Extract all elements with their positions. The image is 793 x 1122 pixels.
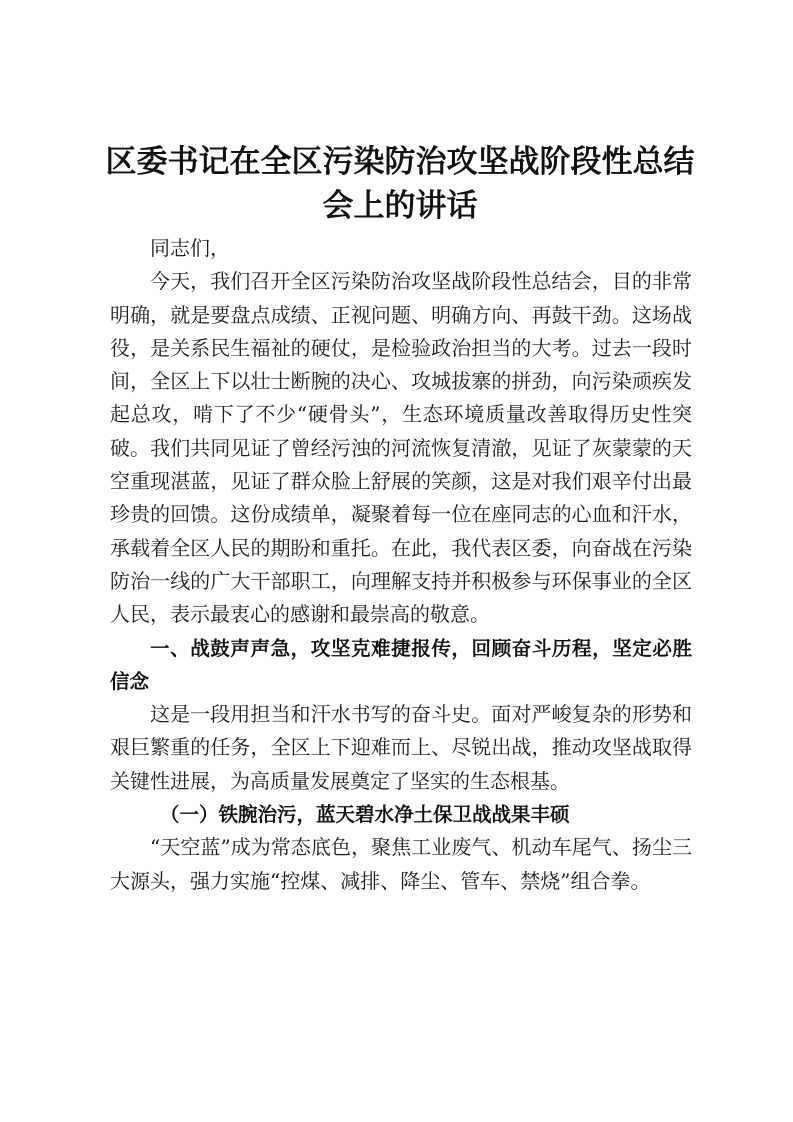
paragraph-section-1: 这是一段用担当和汗水书写的奋斗史。面对严峻复杂的形势和艰巨繁重的任务，全区上下迎难而上、尽锐出战，推动攻坚战取得关键性进展，为高质量发展奠定了坚实的生态根基。: [110, 702, 692, 793]
document-body: [110, 232, 692, 898]
subsection-heading-1-1: （一）铁腕治污，蓝天碧水净土保卫战战果丰硕: [160, 803, 570, 827]
greeting: 同志们，: [150, 236, 230, 260]
document-title: 区委书记在全区污染防治攻坚战阶段性总结会上的讲话: [105, 144, 695, 224]
paragraph-opening: 今天，我们召开全区污染防治攻坚战阶段性总结会，目的非常明确，就是要盘点成绩、正视问题、明确方向、再鼓干劲。这场战役，是关系民生福祉的硬仗，是检验政治担当的大考。过去一段时间，全区上下以壮士断腕的决心、攻城拔寨的拼劲，向污染顽疾发起总攻，啃下了不少“硬骨头”，生态环境质量改善取得历史性突破。我们共同见证了曾经污浊的河流恢复清澈，见证了灰蒙蒙的天空重现湛蓝，见证了群众脸上舒展的笑颜，这是对我们艰辛付出最珍贵的回馈。这份成绩单，凝聚着每一位在座同志的心血和汗水，承载着全区人民的期盼和重托。在此，我代表区委，向奋战在污染防治一线的广大干部职工，向理解支持并积极参与环保事业的全区人民，表示最衷心的感谢和最崇高的敬意。: [110, 269, 692, 627]
paragraph-subsection-1-1: “天空蓝”成为常态底色，聚焦工业废气、机动车尾气、扬尘三大源头，强力实施“控煤、减排、降尘、管车、禁烧”组合拳。: [110, 835, 692, 893]
section-heading-1: 一、战鼓声声急，攻坚克难捷报传，回顾奋斗历程，坚定必胜信念: [110, 636, 692, 693]
